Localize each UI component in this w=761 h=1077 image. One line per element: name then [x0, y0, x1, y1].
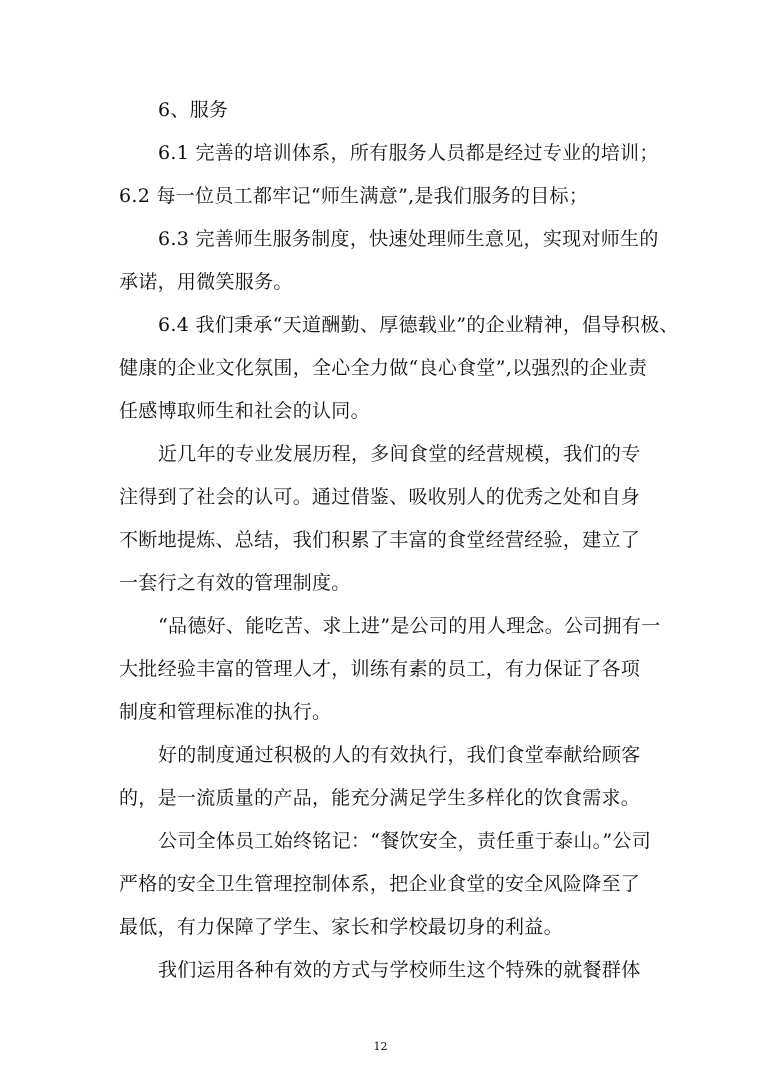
- paragraph-4-line-3: 最低，有力保障了学生、家长和学校最切身的利益。: [119, 916, 563, 938]
- service-item-6-4-line-1: 6.4 我们秉承“天道酬勤、厚德载业”的企业精神，倡导积极、: [158, 314, 679, 336]
- service-item-6-4-line-2: 健康的企业文化氛围，全心全力做“良心食堂”,以强烈的企业责: [119, 357, 648, 379]
- paragraph-2-line-1: “品德好、能吃苦、求上进”是公司的用人理念。公司拥有一: [158, 615, 661, 637]
- paragraph-1-line-1: 近几年的专业发展历程，多间食堂的经营规模，我们的专: [158, 443, 641, 465]
- paragraph-2-line-3: 制度和管理标准的执行。: [119, 701, 332, 723]
- paragraph-4-line-1: 公司全体员工始终铭记：“餐饮安全，责任重于泰山。”公司: [158, 830, 652, 852]
- paragraph-3-line-2: 的，是一流质量的产品，能充分满足学生多样化的饮食需求。: [119, 787, 641, 809]
- paragraph-3-line-1: 好的制度通过积极的人的有效执行，我们食堂奉献给顾客: [158, 744, 641, 766]
- paragraph-4-line-2: 严格的安全卫生管理控制体系，把企业食堂的安全风险降至了: [119, 873, 641, 895]
- service-item-6-3-line-1: 6.3 完善师生服务制度，快速处理师生意见，实现对师生的: [158, 228, 659, 250]
- service-item-6-1: 6.1 完善的培训体系，所有服务人员都是经过专业的培训；: [158, 142, 659, 164]
- section-heading: 6、服务: [158, 99, 229, 121]
- service-item-6-2: 6.2 每一位员工都牢记“师生满意”,是我们服务的目标；: [119, 185, 589, 207]
- service-item-6-3-line-2: 承诺，用微笑服务。: [119, 271, 293, 293]
- paragraph-1-line-3: 不断地提炼、总结，我们积累了丰富的食堂经营经验，建立了: [119, 529, 641, 551]
- paragraph-1-line-4: 一套行之有效的管理制度。: [119, 572, 351, 594]
- paragraph-5-line-1: 我们运用各种有效的方式与学校师生这个特殊的就餐群体: [158, 959, 641, 981]
- service-item-6-4-line-3: 任感博取师生和社会的认同。: [119, 400, 370, 422]
- page-number: 12: [373, 1040, 388, 1053]
- paragraph-1-line-2: 注得到了社会的认可。通过借鉴、吸收别人的优秀之处和自身: [119, 486, 641, 508]
- paragraph-2-line-2: 大批经验丰富的管理人才，训练有素的员工，有力保证了各项: [119, 658, 641, 680]
